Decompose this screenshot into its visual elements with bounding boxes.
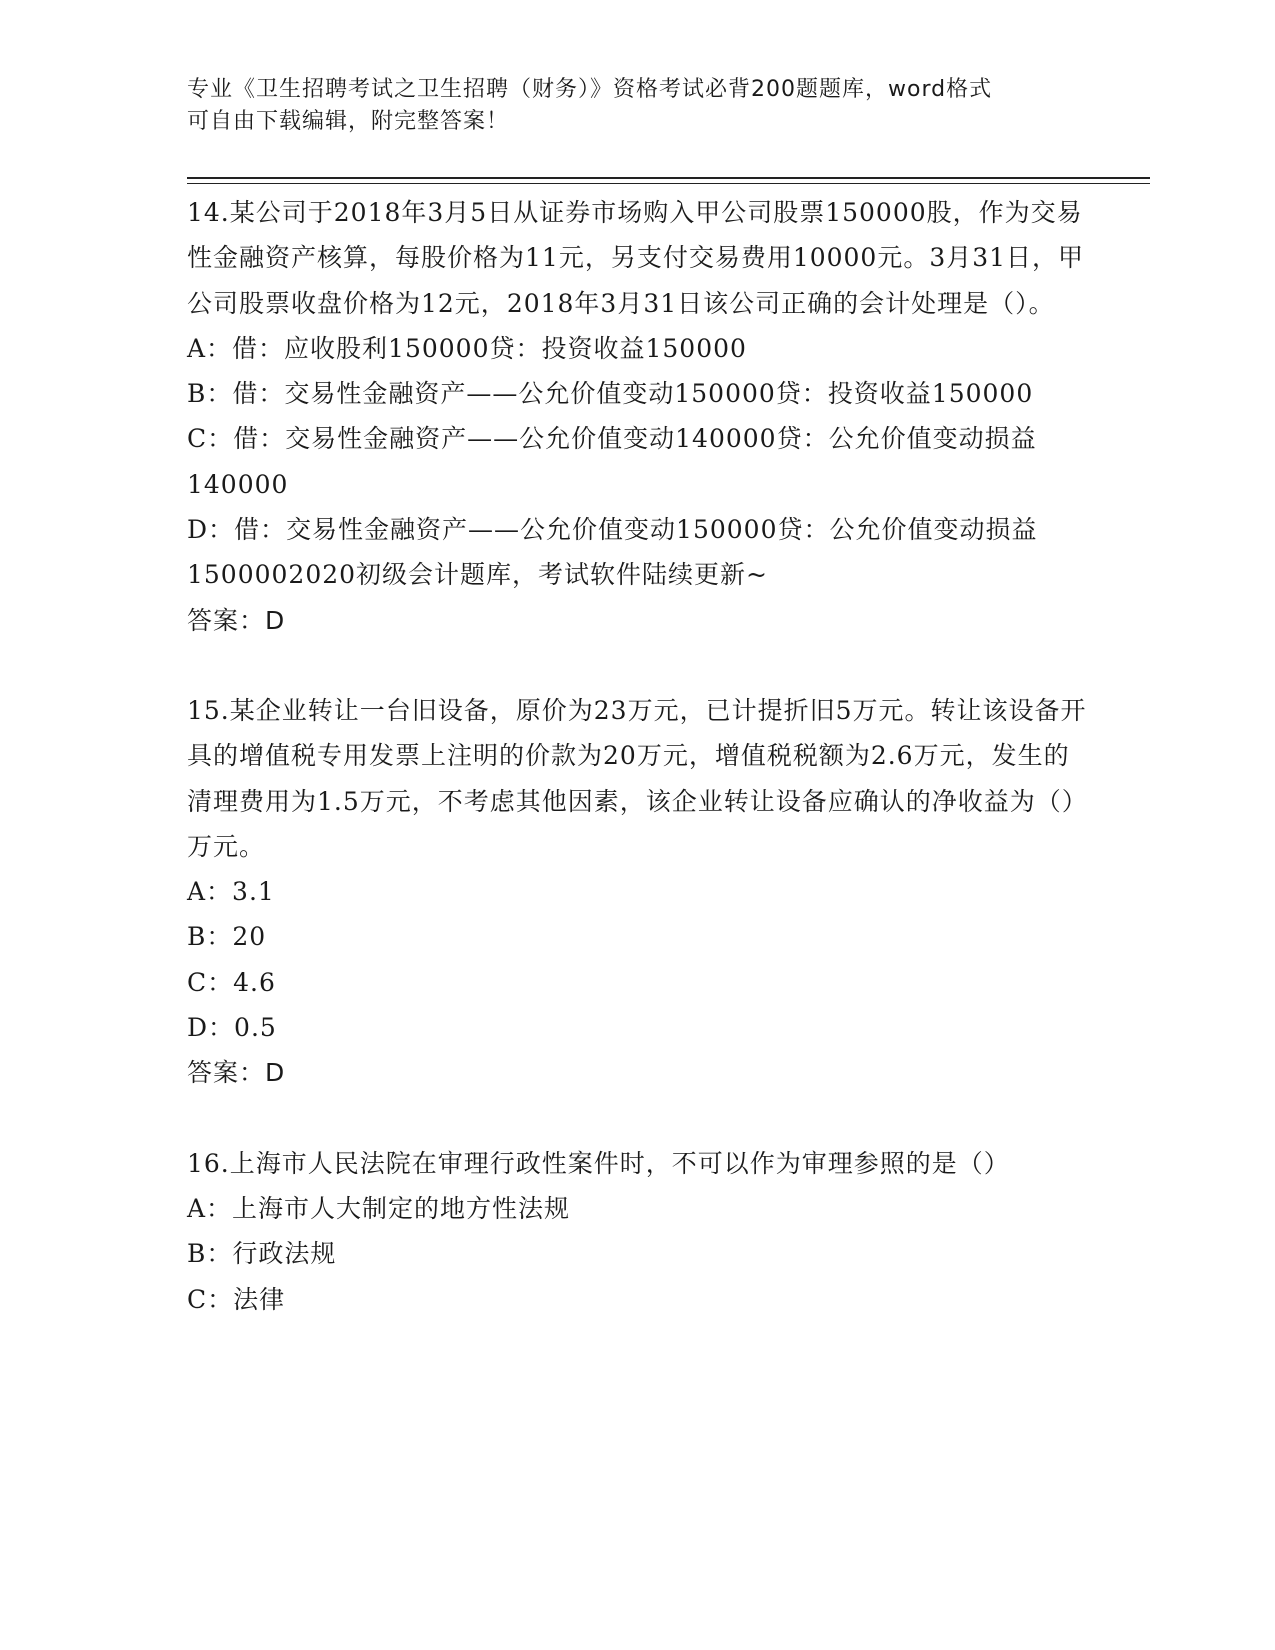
option-d: D：借：交易性金融资产——公允价值变动150000贷：公允价值变动损益1500002020初级会计题库，考试软件陆续更新~ [187,515,1038,590]
header-line-2: 可自由下载编辑，附完整答案！ [187,109,510,134]
question-stem: 15.某企业转让一台旧设备，原价为23万元，已计提折旧5万元。转让该设备开具的增值税专用发票上注明的价款为20万元，增值税税额为2.6万元，发生的清理费用为1.5万元，不考虑其他因素，该企业转让设备应确认的净收益为（）万元。 [187,695,1087,861]
option-a: A：上海市人大制定的地方性法规 [187,1193,571,1223]
question-stem: 16.上海市人民法院在审理行政性案件时，不可以作为审理参照的是（） [187,1148,1010,1178]
header-rule-thick [187,177,1150,179]
question-14 [187,190,1087,643]
question-16 [187,1141,1087,1322]
option-a: A：借：应收股利150000贷：投资收益150000 [187,333,747,363]
option-c: C：4.6 [187,967,276,997]
answer: 答案：D [187,1058,286,1088]
question-15 [187,688,1087,1096]
option-b: B：20 [187,922,267,952]
option-b: B：借：交易性金融资产——公允价值变动150000贷：投资收益150000 [187,379,1034,409]
option-b: B：行政法规 [187,1239,337,1269]
document-header [187,74,1067,138]
header-rule-thin [187,183,1150,184]
option-a: A：3.1 [187,877,275,907]
header-line-1: 专业《卫生招聘考试之卫生招聘（财务）》资格考试必背200题题库，word格式 [187,77,993,102]
document-body [187,190,1087,1322]
option-d: D：0.5 [187,1013,277,1043]
option-c: C：法律 [187,1284,286,1314]
option-c: C：借：交易性金融资产——公允价值变动140000贷：公允价值变动损益140000 [187,424,1037,499]
answer: 答案：D [187,605,286,635]
question-stem: 14.某公司于2018年3月5日从证券市场购入甲公司股票150000股，作为交易性金融资产核算，每股价格为11元，另支付交易费用10000元。3月31日，甲公司股票收盘价格为12元，2018年3月31日该公司正确的会计处理是（）。 [187,198,1085,318]
